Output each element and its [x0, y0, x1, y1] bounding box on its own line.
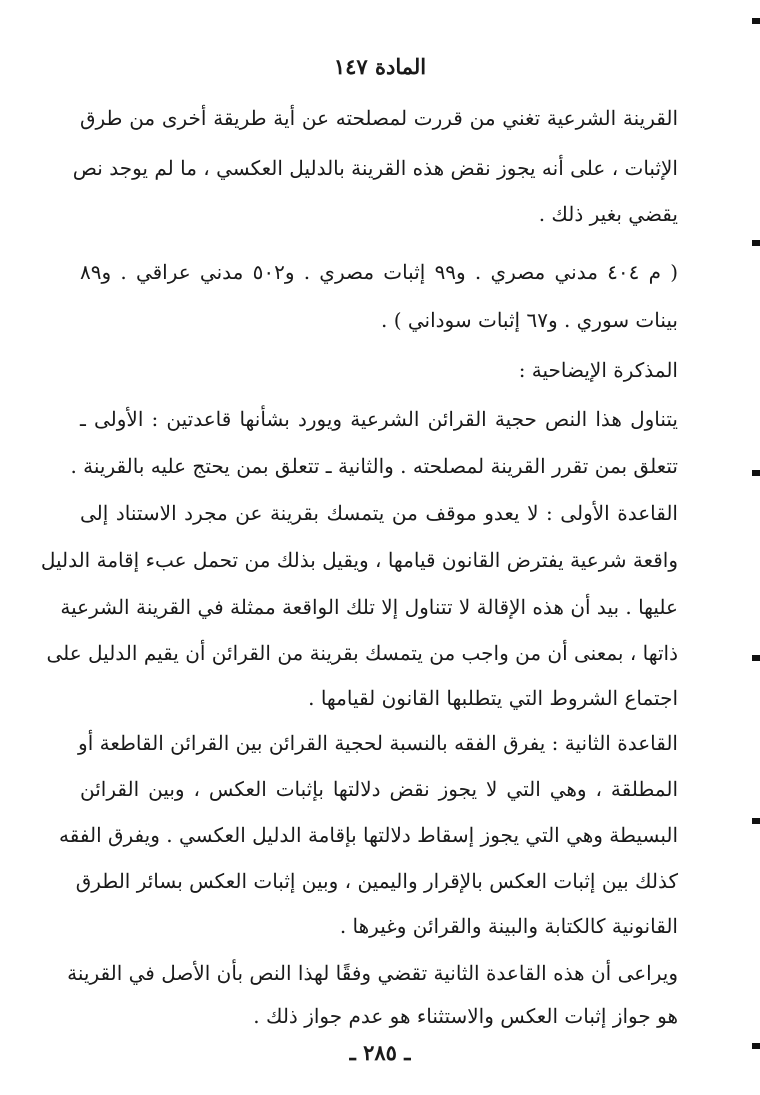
references-line: بينات سوري . و٦٧ إثبات سوداني ) .	[380, 308, 678, 332]
scan-edge-mark	[752, 18, 760, 24]
scan-edge-mark	[752, 240, 760, 246]
rule-one-line: القاعدة الأولى : لا يعدو موقف من يتمسك بقرينة عن مجرد الاستناد إلى	[80, 501, 678, 525]
memo-heading: المذكرة الإيضاحية :	[518, 358, 678, 382]
rule-two-line: المطلقة ، وهي التي لا يجوز نقض دلالتها بإثبات العكس ، وبين القرائن	[80, 777, 678, 801]
memo-intro-line: تتعلق بمن تقرر القرينة لمصلحته . والثانية ـ تتعلق بمن يحتج عليه بالقرينة .	[70, 454, 678, 478]
paragraph-line: الإثبات ، على أنه يجوز نقض هذه القرينة بالدليل العكسي ، ما لم يوجد نص	[72, 156, 678, 180]
rule-one-line: ذاتها ، بمعنى أن من واجب من يتمسك بقرينة من القرائن أن يقيم الدليل على	[46, 641, 678, 665]
conclusion-line: هو جواز إثبات العكس والاستثناء هو عدم جواز ذلك .	[253, 1004, 678, 1028]
article-title: المادة ١٤٧	[333, 54, 427, 79]
rule-one-line: عليها . بيد أن هذه الإقالة لا تتناول إلا تلك الواقعة ممثلة في القرينة الشرعية	[60, 595, 678, 619]
rule-two-line: كذلك بين إثبات العكس بالإقرار واليمين ، وبين إثبات العكس بسائر الطرق	[75, 869, 678, 893]
rule-one-line: اجتماع الشروط التي يتطلبها القانون لقيامها .	[308, 686, 678, 710]
scan-edge-mark	[752, 818, 760, 824]
paragraph-line: يقضي بغير ذلك .	[538, 202, 678, 226]
rule-one-line: واقعة شرعية يفترض القانون قيامها ، ويقيل بذلك من تحمل عبء إقامة الدليل	[40, 548, 678, 572]
references-line: ( م ٤٠٤ مدني مصري . و٩٩ إثبات مصري . و٥٠٢ مدني عراقي . و٨٩	[80, 260, 679, 284]
rule-two-line: القانونية كالكتابة والبينة والقرائن وغيرها .	[339, 914, 678, 938]
memo-intro-line: يتناول هذا النص حجية القرائن الشرعية ويورد بشأنها قاعدتين : الأولى ـ	[80, 407, 678, 431]
page-number: ـ ٢٨٥ ـ	[349, 1040, 411, 1065]
rule-two-line: القاعدة الثانية : يفرق الفقه بالنسبة لحجية القرائن بين القرائن القاطعة أو	[78, 731, 678, 755]
conclusion-line: ويراعى أن هذه القاعدة الثانية تقضي وفقًا لهذا النص بأن الأصل في القرينة	[67, 961, 678, 985]
paragraph-line: القرينة الشرعية تغني من قررت لمصلحته عن أية طريقة أخرى من طرق	[80, 106, 678, 130]
scan-edge-mark	[752, 470, 760, 476]
rule-two-line: البسيطة وهي التي يجوز إسقاط دلالتها بإقامة الدليل العكسي . ويفرق الفقه	[59, 823, 678, 847]
scan-edge-mark	[752, 655, 760, 661]
